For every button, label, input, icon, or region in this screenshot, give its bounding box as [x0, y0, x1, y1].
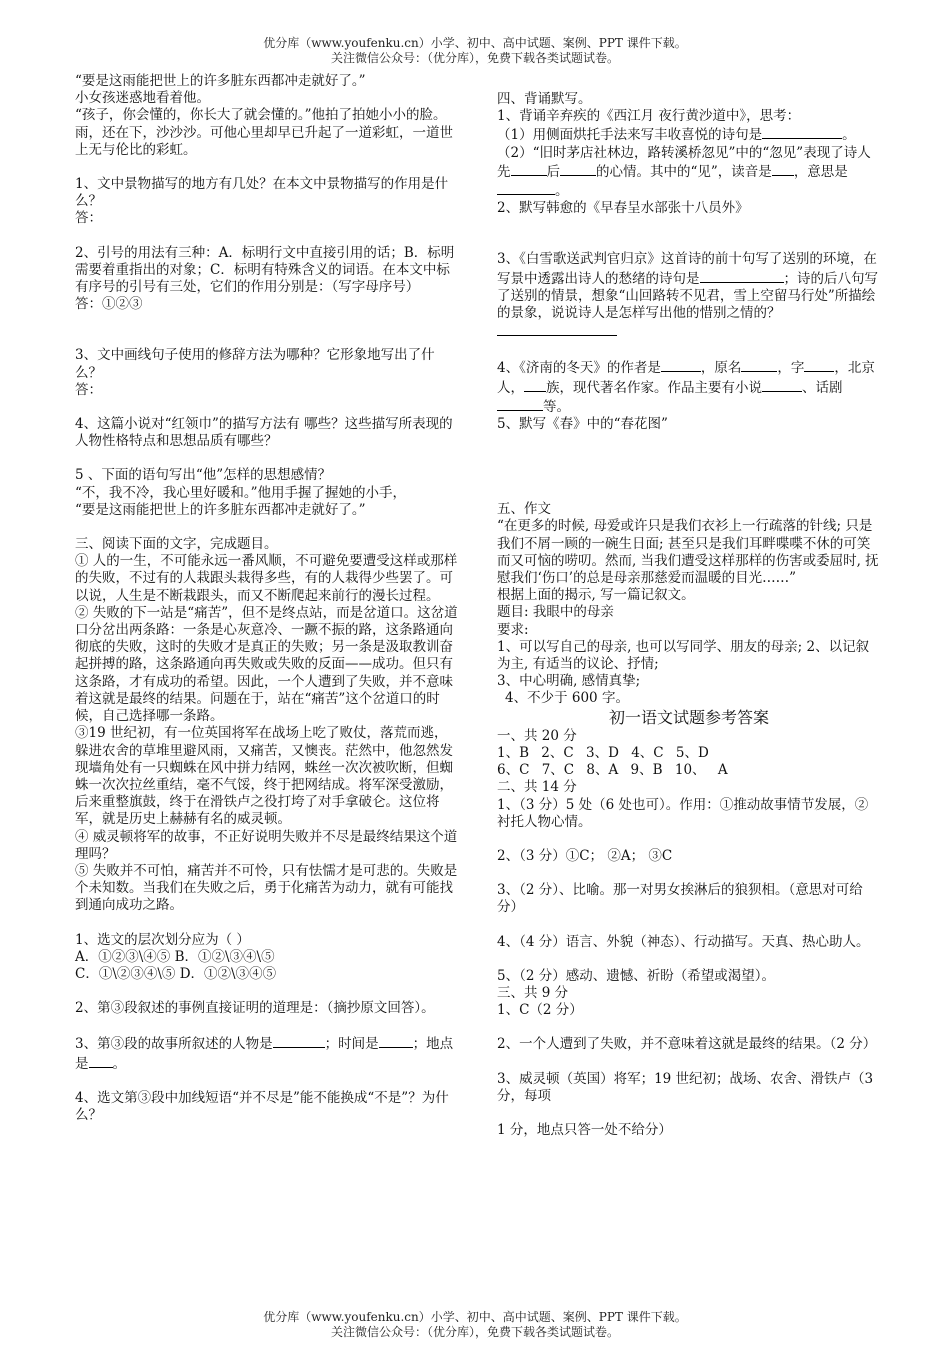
question-5: 5 、下面的语句写出“他”怎样的思想感情？	[75, 467, 332, 484]
passage-paragraph-3: ③19 世纪初，有一位英国将军在战场上吃了败仗，落荒而逃，躲进农舍的草堆里避风雨，又痛苦，又懊丧。茫然中，他忽然发现墙角处有一只蜘蛛在风中拼力结网，蛛丝一次次被吹断，但蜘蛛一次次拉丝重结，毫不气馁，终于把网结成。将军深受激励，后来重整旗鼓，终于在滑铁卢之役打垮了对手拿破仑。这位将军，就是历史上赫赫有名的威灵顿。	[75, 725, 453, 828]
left-column	[75, 73, 460, 1124]
reading-question-2: 2、第③段叙述的事例直接证明的道理是：（摘抄原文回答）。	[75, 1000, 435, 1017]
page-footer	[0, 1310, 950, 1340]
answer-label-1: 答：	[75, 210, 102, 227]
blank-line	[661, 358, 701, 372]
essay-quote: “在更多的时候, 母爱或许只是我们衣衫上一行疏落的针线; 只是我们不屑一顾的一碗生日面; 甚至只是我们耳畔喋喋不休的可笑而又可恼的唠叨。然而, 当我们遭受这样那样的伤害或委屈时, 抚慰我们‘伤口’的总是母亲那慈爱而温暖的目光……”	[497, 518, 879, 587]
reading-question-4: 4、选文第③段中加线短语“并不尽是”能不能换成“不是”？为什么？	[75, 1089, 449, 1123]
blank-line	[497, 181, 555, 195]
text-fragment: ；地点是	[75, 1036, 454, 1072]
text-fragment: ；诗的后八句写了送别的情景，想象“山回路转不见君，雪上空留马行处”所描绘的景象，说说诗人是怎样写出他的惜别之情的？	[497, 270, 878, 322]
story-line: “孩子，你会懂的，你长大了就会懂的。”他拍了拍她小小的脸。	[75, 107, 447, 124]
recite-question-3	[497, 251, 881, 341]
answer-item: 1、C（2 分）	[497, 1002, 583, 1019]
passage-paragraph-5: ⑤ 失败并不可怕，痛苦并不可怜，只有怯懦才是可悲的。失败是个未知数。当我们在失败之后，勇于化痛苦为动力，就有可能找到通向成功之路。	[75, 862, 458, 914]
answer-item: 1、（3 分）5 处（6 处也可）。作用：①推动故事情节发展，②衬托人物心情。	[497, 796, 869, 830]
text-fragment: ，意思是	[793, 163, 848, 180]
answer-item: 3、（2 分）、比喻。那一对男女挨淋后的狼狈相。（意思对可给分）	[497, 882, 863, 916]
footer-line-1: 优分库（www.youfenku.cn）小学、初中、高中试题、案例、PPT 课件下载。	[263, 1310, 687, 1324]
text-fragment: （1）用侧面烘托手法来写丰收喜悦的诗句是	[497, 127, 763, 144]
essay-requirements-title: 要求:	[497, 621, 529, 638]
answer-item: 4、（4 分）语言、外貌（神态）、行动描写。天真、热心助人。	[497, 933, 870, 950]
recite-question-5: 5、默写《春》中的“春花图”	[497, 416, 668, 433]
text-fragment: 、话剧	[802, 379, 843, 396]
answer-item: 5、（2 分）感动、遗憾、祈盼（希望或渴望）。	[497, 967, 775, 984]
text-fragment: 4、《济南的冬天》的作者是	[497, 360, 661, 377]
passage-paragraph-4: ④ 威灵顿将军的故事，不正好说明失败并不尽是最终结果这个道理吗？	[75, 828, 458, 862]
text-fragment: 族，现代著名作家。作品主要有小说	[546, 379, 762, 396]
story-line: 雨，还在下，沙沙沙。可他心里却早已升起了一道彩虹，一道世上无与伦比的彩虹。	[75, 124, 453, 158]
essay-requirement: 3、中心明确, 感情真挚;	[497, 673, 641, 690]
blank-line	[511, 162, 547, 176]
footer-line-2: 关注微信公众号：（优分库），免费下载各类试题试卷。	[330, 1325, 619, 1339]
recite-question-4	[497, 358, 881, 416]
recite-question-1-1	[497, 125, 881, 144]
passage-paragraph-2: ② 失败的下一站是“痛苦”，但不是终点站，而是岔道口。这岔道口分岔出两条路：一条是心灰意冷、一蹶不振的路，这条路通向彻底的失败，这时的失败才是真正的失败；另一条是汲取教训奋起拼搏的路，这条路通向再失败或失败的反面——成功。但只有这条路，才有成功的希望。因此，一个人遭到了失败，并不意味着这就是最终的结果。问题在于，站在“痛苦”这个岔道口的时候，自己选择哪一条路。	[75, 604, 458, 725]
text-fragment: 后	[546, 163, 560, 180]
answer-item: 3、威灵顿（英国）将军；19 世纪初；战场、农舍、滑铁卢（3 分，每项	[497, 1070, 874, 1104]
blank-line	[560, 162, 596, 176]
answer-row: 6、C 7、C 8、A 9、B 10、 A	[497, 762, 728, 779]
text-fragment: 。	[842, 127, 856, 144]
recite-question-2: 2、默写韩愈的《早春呈水部张十八员外》	[497, 200, 749, 217]
answer-section-1-title: 一、共 20 分	[497, 727, 577, 744]
essay-requirement: 4、不少于 600 字。	[505, 690, 629, 707]
section-5-title: 五、作文	[497, 501, 551, 518]
quote-line: “不，我不冷，我心里好暖和。”他用手握了握她的小手，	[75, 484, 407, 501]
blank-line	[762, 125, 842, 139]
text-fragment: ，原名	[700, 360, 742, 377]
blank-line	[772, 162, 794, 176]
answer-item: 2、一个人遭到了失败，并不意味着这就是最终的结果。（2 分）	[497, 1036, 877, 1053]
blank-line	[497, 397, 543, 411]
recite-question-1: 1、背诵辛弃疾的《西江月 夜行黄沙道中》，思考：	[497, 108, 801, 125]
right-column	[497, 91, 881, 1139]
question-3: 3、文中画线句子使用的修辞方法为哪种？它形象地写出了什么？	[75, 347, 435, 381]
section-4-title: 四、背诵默写。	[497, 91, 592, 107]
reading-question-3	[75, 1034, 460, 1072]
header-line-2: 关注微信公众号：（优分库），免费下载各类试题试卷。	[330, 51, 619, 65]
blank-line	[89, 1054, 113, 1068]
answer-section-3-title: 三、共 9 分	[497, 984, 569, 1001]
story-line: 小女孩迷惑地看着他。	[75, 90, 210, 107]
blank-line	[379, 1034, 413, 1048]
text-fragment: 等。	[543, 398, 570, 415]
answer-section-2-title: 二、共 14 分	[497, 779, 577, 796]
answer-item: 2、（3 分）①C； ②A； ③C	[497, 847, 673, 864]
essay-requirement: 1、可以写自己的母亲, 也可以写同学、朋友的母亲; 2、以记叙为主, 有适当的议论、抒情;	[497, 638, 870, 673]
reading-question-1: 1、选文的层次划分应为（ ）	[75, 931, 250, 948]
text-fragment: 的心情。其中的“见”，读音是	[596, 163, 772, 180]
recite-question-1-2	[497, 145, 881, 201]
text-fragment: （2）“旧时茅店社林边，路转溪桥忽见”中的“忽见”表现了诗人先	[497, 144, 871, 180]
answer-item: 1 分，地点只答一处不给分）	[497, 1121, 672, 1138]
essay-topic: 题目: 我眼中的母亲	[497, 604, 614, 621]
page-header	[0, 36, 950, 66]
blank-line	[524, 378, 546, 392]
passage-paragraph-1: ① 人的一生，不可能永远一番风顺，不可避免要遭受这样或那样的失败，不过有的人栽跟头栽得多些，有的人栽得少些罢了。可以说，人生是不断栽跟头，而又不断爬起来前行的漫长过程。	[75, 553, 458, 604]
answer-label-3: 答：	[75, 381, 102, 398]
blank-line	[497, 322, 617, 336]
choice-line: A．①②③\④⑤ B．①②\③④\⑤	[75, 948, 275, 965]
quote-line: “要是这雨能把世上的许多脏东西都冲走就好了。”	[75, 501, 366, 518]
text-fragment: 。	[555, 183, 569, 200]
question-1: 1、文中景物描写的地方有几处？在本文中景物描写的作用是什么？	[75, 176, 449, 210]
header-line-1: 优分库（www.youfenku.cn）小学、初中、高中试题、案例、PPT 课件下载。	[263, 36, 687, 50]
answer-row: 1、B 2、C 3、D 4、C 5、D	[497, 744, 709, 761]
question-2: 2、引号的用法有三种：A．标明行文中直接引用的话；B．标明需要着重指出的对象；C．标明有特殊含义的词语。在本文中标有序号的引号有三处，它们的作用分别是：（写字母序号）	[75, 244, 455, 296]
choice-line: C．①\②③④\⑤ D．①②\③④⑤	[75, 965, 277, 982]
question-4: 4、这篇小说对“红领巾”的描写方法有 哪些？这些描写所表现的人物性格特点和思想品质有哪些？	[75, 416, 453, 450]
answer-label-2: 答：①②③	[75, 296, 143, 313]
essay-prompt: 根据上面的揭示, 写一篇记叙文。	[497, 587, 695, 604]
section-3-title: 三、阅读下面的文字，完成题目。	[75, 536, 278, 553]
text-fragment: ，字	[777, 360, 805, 377]
answers-title: 初一语文试题参考答案	[608, 707, 769, 727]
story-line: “要是这雨能把世上的许多脏东西都冲走就好了。”	[75, 73, 366, 89]
text-fragment: 3、《白雪歌送武判官归京》这首诗的前十句写了送别的环境，在写景中透露出诗人的愁绪的诗句是	[497, 251, 877, 287]
blank-line	[762, 378, 802, 392]
blank-line	[700, 269, 784, 283]
text-fragment: 。	[112, 1055, 126, 1072]
blank-line	[741, 358, 777, 372]
blank-line	[804, 358, 834, 372]
text-fragment: ；时间是	[324, 1036, 379, 1053]
text-fragment: ，北京人，	[497, 360, 875, 396]
blank-line	[273, 1034, 325, 1048]
text-fragment: 3、第③段的故事所叙述的人物是	[75, 1036, 273, 1053]
